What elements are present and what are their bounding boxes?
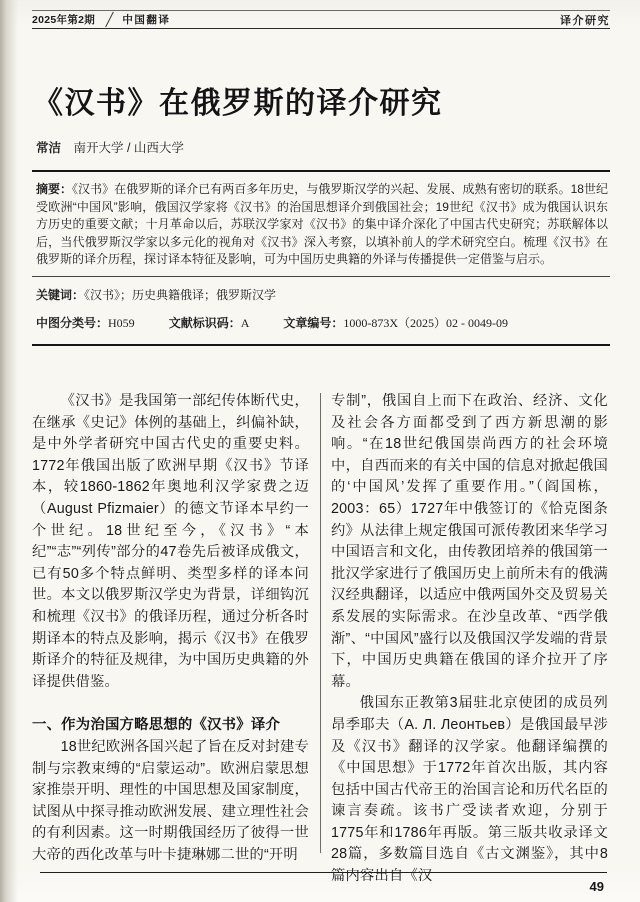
- doc-code-value: A: [240, 315, 250, 330]
- clc-label: 中图分类号：: [36, 315, 109, 330]
- article-id-label: 文章编号：: [283, 315, 344, 330]
- column-divider: [320, 393, 321, 853]
- article-id-item: [283, 314, 508, 331]
- journal-issue: 2025年第2期: [32, 14, 96, 26]
- body-paragraph: 18世纪欧洲各国兴起了旨在反对封建专制与宗教束缚的“启蒙运动”。欧洲启蒙思想家推崇开明、理性的中国思想及国家制度，试图从中探寻推动欧洲发展、建立理性社会的有利因素。这一时期俄国经历了彼得一世大帝的西化改革与叶卡捷琳娜二世的“开明: [32, 738, 309, 863]
- body-left-column: [32, 391, 309, 888]
- classification-row: [36, 314, 608, 331]
- author-name: 常洁: [36, 141, 62, 155]
- section-heading-1: 一、作为治国方略思想的《汉书》译介: [32, 717, 281, 734]
- clc-item: [36, 314, 135, 331]
- body-paragraph: 《汉书》是我国第一部纪传体断代史，在继承《史记》体例的基础上，纠偏补缺，是中外学者研究中国古代史的重要史料。1772年俄国出版了欧洲早期《汉书》节译本，较1860-1862年奥地利汉学家费之迈（August Pfizmaier）的德文节译本早约一个世纪。18世纪至今，《汉书》“本纪”“志”“列传”部分的47卷先后被译成俄文，已有50多个特点鲜明、类型多样的译本问世。本文以俄罗斯汉学史为背景，详细钩沉和梳理《汉书》的俄译历程，通过分析各时期译本的特点及影响，揭示《汉书》在俄罗斯译介的特征及规律，为中国历史典籍的外译提供借鉴。: [32, 393, 309, 690]
- article-body: [32, 391, 608, 888]
- doc-code-item: [169, 314, 250, 331]
- journal-section-label: 译介研究: [560, 14, 610, 27]
- abstract-box: [32, 170, 610, 346]
- abstract-text: 《汉书》在俄罗斯的译介已有两百多年历史，与俄罗斯汉学的兴起、发展、成熟有密切的联系。18世纪受欧洲“中国风”影响，俄国汉学家将《汉书》的治国思想译介到俄国社会；19世纪《汉书》成为俄国认识东方历史的重要文献；十月革命以后，苏联汉学家对《汉书》的集中译介深化了中国古代史研究；苏联解体以后，当代俄罗斯汉学家以多元化的视角对《汉书》深入考察，以填补前人的学术研究空白。梳理《汉书》在俄罗斯的译介历程，探讨译本特征及影响，可为中国历史典籍的外译与传播提供一定借鉴与启示。: [36, 182, 608, 267]
- clc-value: H059: [108, 315, 135, 330]
- author-affiliation: 南开大学 / 山西大学: [73, 141, 184, 155]
- page-header: [32, 10, 610, 29]
- journal-name: 中国翻译: [122, 14, 171, 26]
- doc-code-label: 文献标识码：: [168, 315, 241, 330]
- abstract-keywords-divider: [32, 276, 610, 277]
- body-paragraph: 俄国东正教第3届驻北京使团的成员列昂季耶夫（А. Л. Леонтьев）是俄国最早涉及《汉书》翻译的汉学家。他翻译编撰的《中国思想》于1772年首次出版，其内容包括中国古代帝王的治国言论和历代名臣的谏言奏疏。该书广受读者欢迎，分别于1775年和1786年再版。第三版共收录译文28篇，多数篇目选自《古文渊鉴》，其中8篇内容出自《汉: [331, 695, 608, 885]
- keywords-text: 《汉书》；历史典籍俄译；俄罗斯汉学: [84, 287, 277, 302]
- author-line: [36, 138, 184, 156]
- article-id-value: 1000-873X（2025）02 - 0049-09: [343, 315, 509, 330]
- keywords-line: [36, 286, 608, 303]
- body-paragraph: 专制”，俄国自上而下在政治、经济、文化及社会各方面都受到了西方新思潮的影响。“在18世纪俄国崇尚西方的社会环境中，自西而来的有关中国的信息对掀起俄国的‘中国风’发挥了重要作用。”（阎国栋，2003：65）1727年中俄签订的《恰克图条约》从法律上规定俄国可派传教团来华学习中国语言和文化，由传教团培养的俄国第一批汉学家进行了俄国历史上前所未有的俄满汉经典翻译，以适应中俄两国外交及贸易关系发展的实际需求。在沙皇改革、“西学俄渐”、“中国风”盛行以及俄国汉学发端的背景下，中国历史典籍在俄国的译介拉开了序幕。: [331, 393, 608, 690]
- keywords-label: 关键词：: [36, 287, 85, 302]
- body-right-column: [331, 391, 608, 888]
- page-number: 49: [589, 879, 604, 894]
- slash-divider-icon: [105, 12, 114, 28]
- footer-rule: [40, 872, 607, 873]
- abstract-label: 摘要：: [36, 182, 73, 196]
- abstract-paragraph: [36, 181, 608, 269]
- article-title: 《汉书》在俄罗斯的译介研究: [33, 87, 443, 120]
